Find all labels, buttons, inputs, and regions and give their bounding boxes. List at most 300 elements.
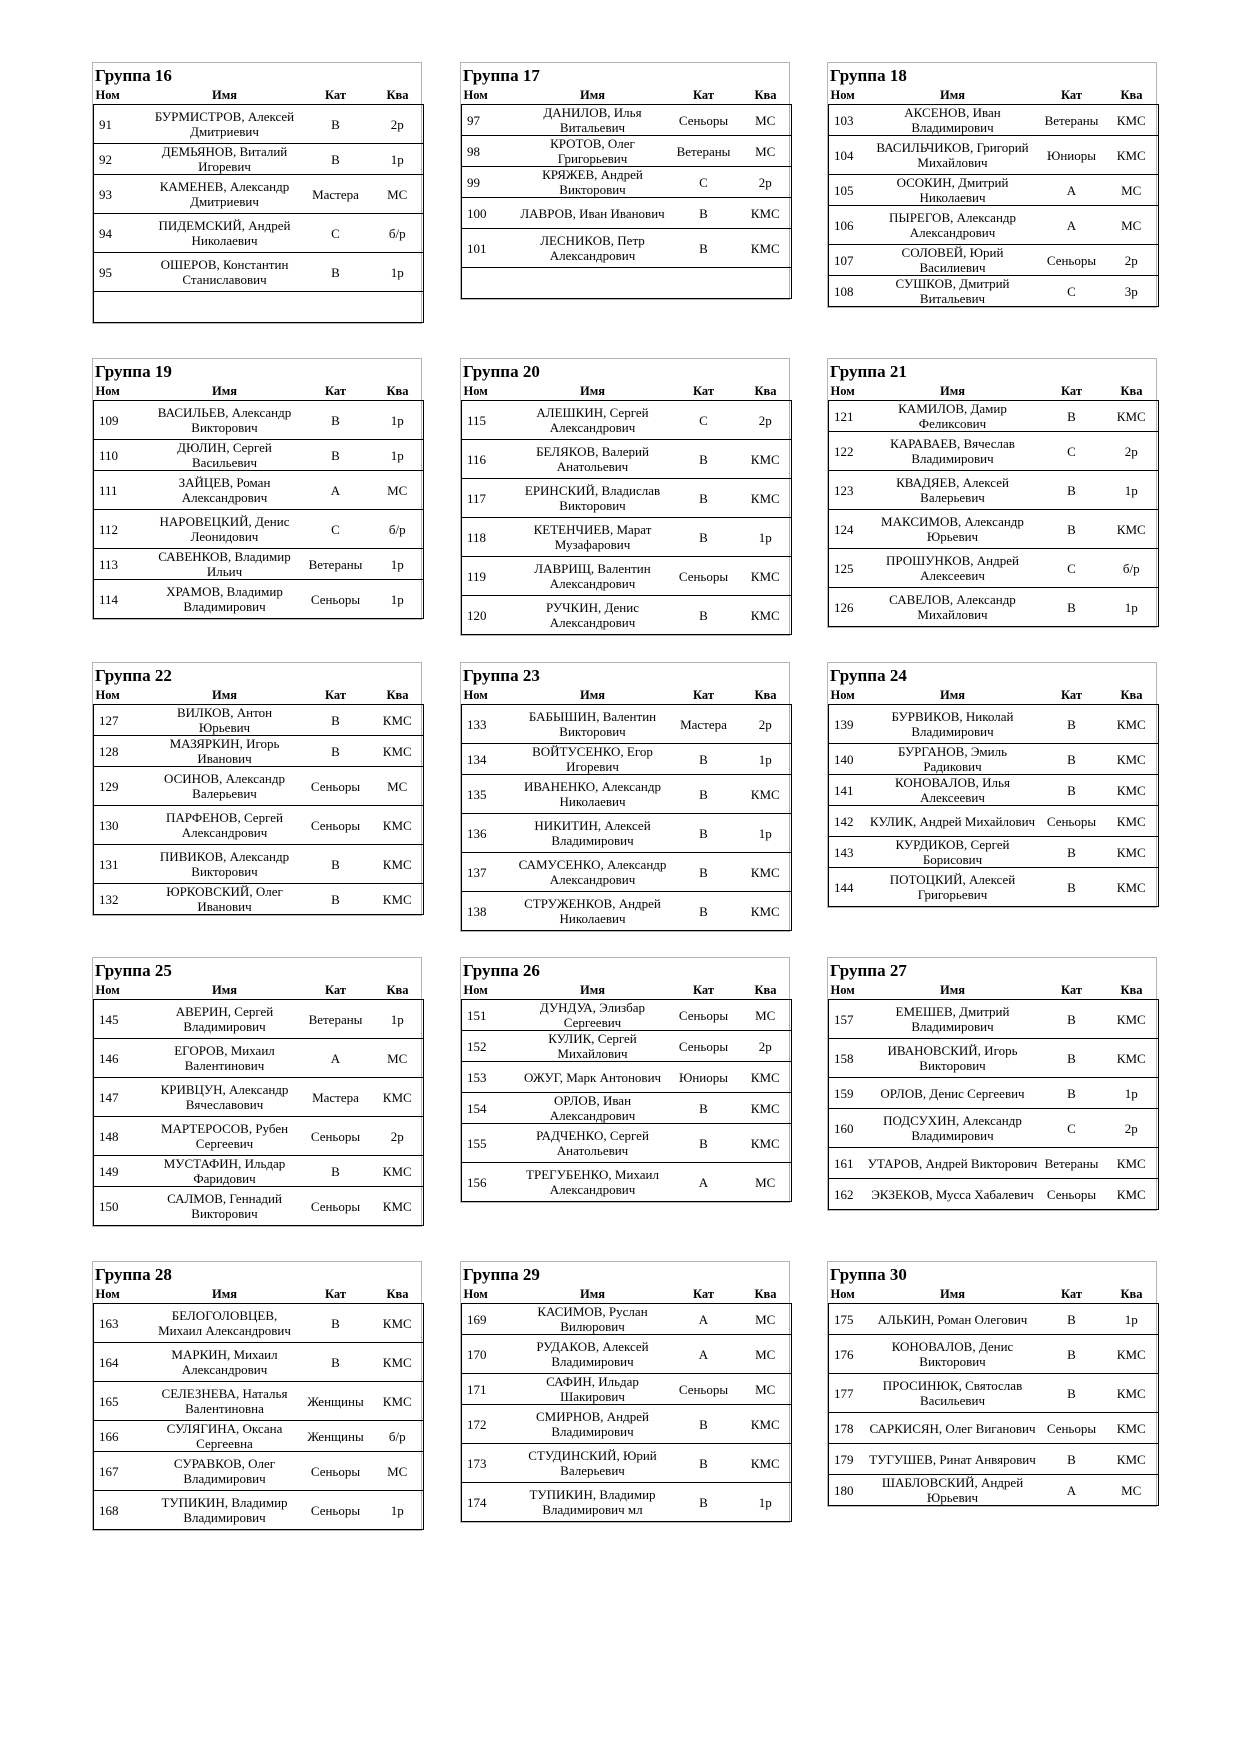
participant-category: В (668, 596, 740, 635)
participant-qualification: КМС (740, 1444, 792, 1483)
table-row (829, 105, 1159, 136)
participant-category: Ветераны (1039, 105, 1105, 136)
row-num: 145 (94, 1000, 150, 1039)
row-num: 165 (94, 1382, 150, 1421)
group-table (827, 957, 1157, 1211)
header-name: Имя (580, 384, 605, 398)
table-row (94, 1187, 424, 1226)
participant-qualification: МС (740, 1374, 792, 1405)
row-num: 113 (94, 549, 150, 580)
participant-qualification: КМС (372, 1382, 424, 1421)
row-num: 169 (462, 1304, 518, 1335)
group-participants-table (828, 383, 1159, 627)
participant-name: КВАДЯЕВ, Алексей Валерьевич (867, 471, 1039, 510)
header-name: Имя (940, 1287, 965, 1301)
header-name: Имя (580, 88, 605, 102)
row-num: 141 (829, 775, 867, 806)
participant-category: В (300, 105, 372, 144)
participant-qualification: МС (740, 136, 792, 167)
row-num: 135 (462, 775, 518, 814)
participant-category: Сеньоры (668, 1000, 740, 1031)
row-num: 166 (94, 1421, 150, 1452)
row-num: 98 (462, 136, 518, 167)
table-row (94, 1343, 424, 1382)
table-row (462, 1163, 792, 1202)
table-row (94, 471, 424, 510)
table-row (829, 136, 1159, 175)
participant-category: В (1039, 868, 1105, 907)
row-num: 153 (462, 1062, 518, 1093)
participant-category: В (1039, 775, 1105, 806)
participant-name: ПРОСИНЮК, Святослав Васильевич (867, 1374, 1039, 1413)
participant-category: В (1039, 401, 1105, 432)
participant-name: ВАСИЛЬЧИКОВ, Григорий Михайлович (867, 136, 1039, 175)
row-num: 121 (829, 401, 867, 432)
row-num: 122 (829, 432, 867, 471)
table-row (462, 1444, 792, 1483)
row-num: 147 (94, 1078, 150, 1117)
header-cat: Кат (325, 983, 346, 997)
participant-qualification: КМС (740, 440, 792, 479)
row-num: 180 (829, 1475, 867, 1506)
row-num: 95 (94, 253, 150, 292)
header-cat: Кат (693, 384, 714, 398)
table-row (94, 767, 424, 806)
header-qual: Ква (1120, 88, 1143, 102)
participant-name: СУЛЯГИНА, Оксана Сергеевна (150, 1421, 300, 1452)
participant-name: ШАБЛОВСКИЙ, Андрей Юрьевич (867, 1475, 1039, 1506)
participant-name: РАДЧЕНКО, Сергей Анатольевич (518, 1124, 668, 1163)
group-participants-table (828, 1286, 1159, 1506)
participant-category: Сеньоры (668, 1031, 740, 1062)
row-num: 92 (94, 144, 150, 175)
header-num: Ном (95, 384, 120, 398)
header-qual: Ква (1120, 384, 1143, 398)
row-num: 133 (462, 705, 518, 744)
row-num: 110 (94, 440, 150, 471)
table-row (462, 198, 792, 229)
participant-name: ЛАВРОВ, Иван Иванович (518, 198, 668, 229)
participant-category: Ветераны (668, 136, 740, 167)
group-table (92, 358, 422, 620)
row-num: 99 (462, 167, 518, 198)
header-num: Ном (830, 1287, 855, 1301)
table-row (94, 1304, 424, 1343)
header-name: Имя (580, 983, 605, 997)
row-num: 152 (462, 1031, 518, 1062)
row-num: 160 (829, 1109, 867, 1148)
row-num: 178 (829, 1413, 867, 1444)
participant-category: А (1039, 175, 1105, 206)
participant-name: ЛАВРИЩ, Валентин Александрович (518, 557, 668, 596)
participant-category: Сеньоры (300, 767, 372, 806)
participant-qualification: КМС (1105, 1374, 1159, 1413)
group-table (827, 62, 1157, 308)
participant-qualification: КМС (740, 557, 792, 596)
row-num: 125 (829, 549, 867, 588)
table-row (829, 588, 1159, 627)
participant-name: ОСОКИН, Дмитрий Николаевич (867, 175, 1039, 206)
header-name: Имя (940, 688, 965, 702)
row-num: 93 (94, 175, 150, 214)
participant-category: В (1039, 1000, 1105, 1039)
participant-category: В (300, 401, 372, 440)
participant-category: В (300, 1156, 372, 1187)
table-row (829, 1000, 1159, 1039)
header-num: Ном (95, 688, 120, 702)
row-num: 150 (94, 1187, 150, 1226)
participant-name: ЭКЗЕКОВ, Мусса Хабалевич (867, 1179, 1039, 1210)
participant-name: РУДАКОВ, Алексей Владимирович (518, 1335, 668, 1374)
table-row (462, 167, 792, 198)
participant-qualification: КМС (372, 884, 424, 915)
participant-name: СТУДИНСКИЙ, Юрий Валерьевич (518, 1444, 668, 1483)
row-num: 156 (462, 1163, 518, 1202)
participant-qualification: КМС (1105, 401, 1159, 432)
participant-name: АЛЕШКИН, Сергей Александрович (518, 401, 668, 440)
row-num: 129 (94, 767, 150, 806)
row-num: 107 (829, 245, 867, 276)
header-cat: Кат (1061, 688, 1082, 702)
header-num: Ном (830, 983, 855, 997)
row-num: 172 (462, 1405, 518, 1444)
participant-qualification: 2р (1105, 245, 1159, 276)
participant-name: САВЕНКОВ, Владимир Ильич (150, 549, 300, 580)
group-participants-table (93, 383, 424, 619)
participant-qualification: КМС (1105, 510, 1159, 549)
row-num: 142 (829, 806, 867, 837)
participant-qualification: МС (372, 175, 424, 214)
group-participants-table (461, 687, 792, 931)
row-num: 157 (829, 1000, 867, 1039)
participant-name: АВЕРИН, Сергей Владимирович (150, 1000, 300, 1039)
participant-qualification: 1р (1105, 588, 1159, 627)
participant-name: ИВАНЕНКО, Александр Николаевич (518, 775, 668, 814)
participant-qualification: КМС (740, 1062, 792, 1093)
participant-category: Сеньоры (300, 1491, 372, 1530)
participant-name: АКСЕНОВ, Иван Владимирович (867, 105, 1039, 136)
table-row (829, 1335, 1159, 1374)
participant-name: СОЛОВЕЙ, Юрий Василиевич (867, 245, 1039, 276)
participant-qualification: 3р (1105, 276, 1159, 307)
row-num: 164 (94, 1343, 150, 1382)
participant-qualification: КМС (740, 479, 792, 518)
participant-name: ЕМЕШЕВ, Дмитрий Владимирович (867, 1000, 1039, 1039)
participant-category: С (300, 510, 372, 549)
group-table (92, 957, 422, 1227)
participant-category: Мастера (300, 1078, 372, 1117)
group-title: Группа 19 (95, 362, 172, 381)
group-table (460, 662, 790, 932)
row-num: 91 (94, 105, 150, 144)
participant-qualification: КМС (740, 1405, 792, 1444)
participant-category: В (668, 229, 740, 268)
participant-category: Сеньоры (300, 1117, 372, 1156)
table-row (829, 175, 1159, 206)
table-row (462, 440, 792, 479)
participant-name: ОРЛОВ, Денис Сергеевич (867, 1078, 1039, 1109)
participant-name: НИКИТИН, Алексей Владимирович (518, 814, 668, 853)
participant-category: С (668, 401, 740, 440)
participant-category: В (1039, 1304, 1105, 1335)
participant-category: Сеньоры (668, 1374, 740, 1405)
participant-qualification: 2р (740, 167, 792, 198)
participant-category: В (1039, 588, 1105, 627)
participant-qualification: 2р (372, 105, 424, 144)
participant-name: ОШЕРОВ, Константин Станиславович (150, 253, 300, 292)
participant-category: В (668, 853, 740, 892)
participant-category: В (1039, 1444, 1105, 1475)
table-row (462, 1335, 792, 1374)
header-num: Ном (830, 688, 855, 702)
participant-qualification: КМС (1105, 1039, 1159, 1078)
participant-qualification: КМС (740, 229, 792, 268)
empty-cell (462, 268, 792, 299)
table-row (829, 868, 1159, 907)
row-num: 174 (462, 1483, 518, 1522)
participant-name: МАРКИН, Михаил Александрович (150, 1343, 300, 1382)
participant-category: Сеньоры (1039, 806, 1105, 837)
participant-category: В (300, 884, 372, 915)
participant-category: Сеньоры (668, 105, 740, 136)
participant-category: Юниоры (668, 1062, 740, 1093)
table-row (829, 510, 1159, 549)
header-num: Ном (95, 1287, 120, 1301)
participant-category: В (1039, 471, 1105, 510)
header-name: Имя (212, 1287, 237, 1301)
group-participants-table (93, 87, 424, 323)
row-num: 100 (462, 198, 518, 229)
participant-qualification: КМС (372, 1187, 424, 1226)
row-num: 161 (829, 1148, 867, 1179)
participant-qualification: 1р (372, 253, 424, 292)
participant-name: ТРЕГУБЕНКО, Михаил Александрович (518, 1163, 668, 1202)
header-qual: Ква (386, 688, 409, 702)
participant-category: В (1039, 705, 1105, 744)
participant-qualification: КМС (740, 892, 792, 931)
empty-row (462, 268, 792, 299)
participant-name: СТРУЖЕНКОВ, Андрей Николаевич (518, 892, 668, 931)
table-row (462, 1093, 792, 1124)
participant-name: МАРТЕРОСОВ, Рубен Сергеевич (150, 1117, 300, 1156)
participant-category: Сеньоры (1039, 1413, 1105, 1444)
empty-row (94, 292, 424, 323)
header-num: Ном (830, 384, 855, 398)
header-qual: Ква (754, 384, 777, 398)
participant-category: В (668, 1405, 740, 1444)
participant-qualification: КМС (1105, 1413, 1159, 1444)
participant-name: ВАСИЛЬЕВ, Александр Викторович (150, 401, 300, 440)
header-name: Имя (580, 1287, 605, 1301)
participant-name: КАРАВАЕВ, Вячеслав Владимирович (867, 432, 1039, 471)
header-cat: Кат (693, 688, 714, 702)
table-row (94, 105, 424, 144)
group-participants-table (93, 687, 424, 915)
participant-qualification: б/р (372, 214, 424, 253)
row-num: 137 (462, 853, 518, 892)
row-num: 138 (462, 892, 518, 931)
row-num: 115 (462, 401, 518, 440)
table-row (462, 1304, 792, 1335)
table-row (94, 144, 424, 175)
participant-qualification: КМС (1105, 1444, 1159, 1475)
participant-name: МАКСИМОВ, Александр Юрьевич (867, 510, 1039, 549)
participant-qualification: КМС (1105, 775, 1159, 806)
participant-name: ЕРИНСКИЙ, Владислав Викторович (518, 479, 668, 518)
participant-category: В (1039, 510, 1105, 549)
participant-qualification: 1р (740, 518, 792, 557)
group-table (827, 662, 1157, 908)
participant-name: КАМИЛОВ, Дамир Феликсович (867, 401, 1039, 432)
participant-name: КРИВЦУН, Александр Вячеславович (150, 1078, 300, 1117)
table-row (829, 775, 1159, 806)
participant-qualification: КМС (740, 596, 792, 635)
row-num: 175 (829, 1304, 867, 1335)
header-cat: Кат (325, 1287, 346, 1301)
participant-qualification: 1р (740, 1483, 792, 1522)
header-num: Ном (463, 688, 488, 702)
participant-qualification: МС (372, 1039, 424, 1078)
participant-name: ПОТОЦКИЙ, Алексей Григорьевич (867, 868, 1039, 907)
participant-qualification: КМС (372, 1304, 424, 1343)
row-num: 158 (829, 1039, 867, 1078)
table-row (829, 1444, 1159, 1475)
participant-name: ПИДЕМСКИЙ, Андрей Николаевич (150, 214, 300, 253)
participant-name: СМИРНОВ, Андрей Владимирович (518, 1405, 668, 1444)
participant-qualification: 1р (1105, 1304, 1159, 1335)
participant-category: В (1039, 1039, 1105, 1078)
table-row (462, 853, 792, 892)
table-row (462, 1062, 792, 1093)
group-participants-table (828, 87, 1159, 307)
table-row (462, 518, 792, 557)
participant-qualification: КМС (372, 806, 424, 845)
participant-qualification: КМС (372, 736, 424, 767)
participant-category: Мастера (300, 175, 372, 214)
participant-category: Сеньоры (300, 1187, 372, 1226)
participant-category: С (668, 167, 740, 198)
participant-qualification: КМС (372, 705, 424, 736)
participant-category: В (300, 440, 372, 471)
participant-category: В (668, 440, 740, 479)
row-num: 104 (829, 136, 867, 175)
row-num: 146 (94, 1039, 150, 1078)
table-row (829, 1475, 1159, 1506)
participant-qualification: 1р (1105, 1078, 1159, 1109)
participant-category: В (668, 1124, 740, 1163)
header-cat: Кат (1061, 983, 1082, 997)
group-participants-table (461, 982, 792, 1202)
participant-qualification: 1р (372, 1000, 424, 1039)
participant-qualification: 1р (740, 814, 792, 853)
participant-name: НАРОВЕЦКИЙ, Денис Леонидович (150, 510, 300, 549)
participant-name: СЕЛЕЗНЕВА, Наталья Валентиновна (150, 1382, 300, 1421)
header-name: Имя (940, 983, 965, 997)
participant-qualification: 1р (372, 1491, 424, 1530)
participant-name: ТУПИКИН, Владимир Владимирович (150, 1491, 300, 1530)
participant-qualification: 1р (1105, 471, 1159, 510)
group-table (460, 1261, 790, 1523)
header-cat: Кат (325, 88, 346, 102)
participant-category: В (300, 1343, 372, 1382)
header-num: Ном (463, 1287, 488, 1301)
participant-category: В (1039, 1078, 1105, 1109)
row-num: 159 (829, 1078, 867, 1109)
row-num: 105 (829, 175, 867, 206)
table-row (829, 1148, 1159, 1179)
row-num: 149 (94, 1156, 150, 1187)
row-num: 151 (462, 1000, 518, 1031)
participant-qualification: 1р (372, 440, 424, 471)
table-row (94, 440, 424, 471)
participant-category: Сеньоры (668, 557, 740, 596)
participant-qualification: КМС (372, 845, 424, 884)
header-cat: Кат (325, 688, 346, 702)
participant-name: МУСТАФИН, Ильдар Фаридович (150, 1156, 300, 1187)
row-num: 139 (829, 705, 867, 744)
participant-qualification: КМС (1105, 1000, 1159, 1039)
participant-category: В (668, 814, 740, 853)
header-qual: Ква (754, 688, 777, 702)
participant-category: Сеньоры (1039, 245, 1105, 276)
table-row (829, 549, 1159, 588)
group-title: Группа 24 (830, 666, 907, 685)
row-num: 144 (829, 868, 867, 907)
row-num: 120 (462, 596, 518, 635)
row-num: 117 (462, 479, 518, 518)
header-name: Имя (212, 688, 237, 702)
row-num: 136 (462, 814, 518, 853)
row-num: 167 (94, 1452, 150, 1491)
header-qual: Ква (1120, 688, 1143, 702)
header-name: Имя (212, 88, 237, 102)
participant-category: В (668, 1093, 740, 1124)
participant-name: САРКИСЯН, Олег Виганович (867, 1413, 1039, 1444)
row-num: 148 (94, 1117, 150, 1156)
table-row (94, 1156, 424, 1187)
row-num: 106 (829, 206, 867, 245)
table-row (462, 479, 792, 518)
participant-qualification: КМС (372, 1343, 424, 1382)
participant-qualification: КМС (1105, 136, 1159, 175)
participant-category: А (668, 1335, 740, 1374)
participant-name: ДАНИЛОВ, Илья Витальевич (518, 105, 668, 136)
group-title: Группа 21 (830, 362, 907, 381)
participant-category: Ветераны (300, 1000, 372, 1039)
row-num: 176 (829, 1335, 867, 1374)
participant-category: В (668, 744, 740, 775)
table-row (829, 1109, 1159, 1148)
participant-name: ЮРКОВСКИЙ, Олег Иванович (150, 884, 300, 915)
participant-category: С (1039, 549, 1105, 588)
table-row (829, 705, 1159, 744)
participant-name: КРОТОВ, Олег Григорьевич (518, 136, 668, 167)
participant-name: СУШКОВ, Дмитрий Витальевич (867, 276, 1039, 307)
header-cat: Кат (325, 384, 346, 398)
row-num: 101 (462, 229, 518, 268)
row-num: 168 (94, 1491, 150, 1530)
participant-name: ЛЕСНИКОВ, Петр Александрович (518, 229, 668, 268)
group-table (460, 957, 790, 1203)
participant-qualification: 2р (740, 705, 792, 744)
group-participants-table (461, 383, 792, 635)
participant-category: В (1039, 1335, 1105, 1374)
participant-category: В (300, 253, 372, 292)
header-name: Имя (580, 688, 605, 702)
group-title: Группа 17 (463, 66, 540, 85)
participant-category: А (300, 471, 372, 510)
participant-qualification: КМС (1105, 868, 1159, 907)
